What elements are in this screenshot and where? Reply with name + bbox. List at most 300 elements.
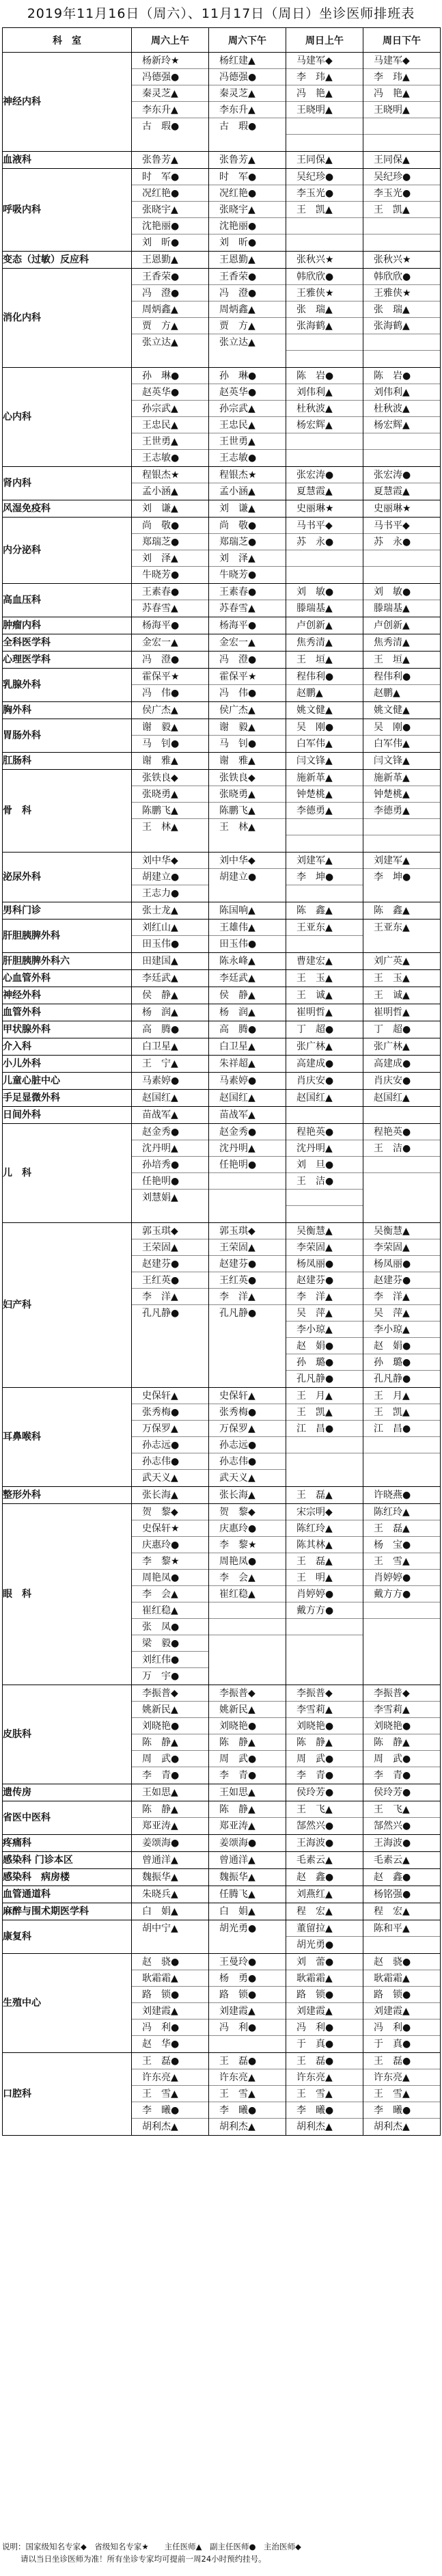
schedule-row [3,953,441,970]
doctor-entry: 李荣固▲ [363,1239,440,1256]
department-name: 生殖中心 [3,1954,132,2053]
doctor-entry: 陈永峰▲ [219,956,255,967]
doctor-entry [209,1635,286,1652]
doctor-entry: 杨 宝● [363,1537,440,1553]
schedule-cell-sun-am [286,987,363,1004]
doctor-entry: 王志力● [142,888,180,899]
schedule-cell-sun-pm [363,853,441,902]
schedule-cell-sat-am [132,169,209,252]
doctor-entry: 路 锁● [363,1987,440,2003]
schedule-cell-sat-pm [209,1869,286,1886]
doctor-entry: 白 娟▲ [142,1906,178,1917]
doctor-entry: 侯广杰▲ [219,705,255,716]
doctor-entry: 陈 岩● [286,368,363,384]
doctor-entry: 武天义▲ [219,1473,255,1484]
schedule-cell-sat-am [132,753,209,770]
doctor-entry: 李雪莉▲ [363,1702,440,1718]
schedule-cell-sun-pm [363,1685,441,1784]
schedule-row [3,1886,441,1903]
schedule-cell-sat-am [132,2053,209,2136]
schedule-cell-sun-pm [363,1487,441,1504]
doctor-entry: 胡利杰▲ [374,2121,410,2132]
doctor-entry [286,234,363,251]
doctor-entry: 郑瑞芝● [209,534,286,550]
doctor-entry: 刘晓艳● [363,1718,440,1734]
doctor-entry: 王素春● [209,584,286,600]
schedule-row [3,970,441,987]
schedule-cell-sun-am [286,1903,363,1920]
schedule-cell-sat-pm [209,1903,286,1920]
doctor-entry: 张晓宇▲ [209,202,286,218]
schedule-row [3,152,441,169]
doctor-entry: 王晓明▲ [363,102,440,118]
doctor-entry: 郜然兴● [296,1821,334,1832]
doctor-entry: 王 磊▲ [286,1553,363,1570]
schedule-cell-sat-am [132,617,209,634]
doctor-entry: 孟小涵▲ [142,486,178,497]
doctor-entry [363,1173,440,1190]
schedule-cell-sun-pm [363,987,441,1004]
doctor-entry: 张秀梅● [209,1404,286,1421]
schedule-cell-sat-pm [209,1124,286,1223]
doctor-entry: 李 洋▲ [209,1289,286,1305]
schedule-cell-sun-am [286,1685,363,1784]
doctor-entry: 毛素云▲ [374,1855,410,1866]
schedule-cell-sun-pm [363,1223,441,1388]
doctor-entry: 郭玉琪◆ [209,1223,286,1239]
doctor-entry: 王 飞▲ [286,1801,363,1818]
doctor-entry [286,1437,363,1453]
schedule-cell-sat-pm [209,902,286,920]
doctor-entry: 刘 蕾● [286,1954,363,1970]
schedule-cell-sat-pm [209,853,286,902]
doctor-entry [286,835,363,852]
doctor-entry [286,218,363,234]
doctor-entry: 陈鹏飞▲ [132,803,208,819]
doctor-entry: 刘燕红▲ [296,1889,333,1900]
doctor-entry: 史丽琳★ [296,503,334,514]
doctor-entry: 丁 超● [296,1024,334,1035]
doctor-entry: 赵 鑫● [374,1872,411,1883]
doctor-entry: 刘晓艳● [286,1718,363,1734]
doctor-entry: 冯 利● [363,2020,440,2036]
doctor-entry: 钟楚桃▲ [363,786,440,803]
department-name: 麻醉与围术期医学科 [3,1903,132,1920]
doctor-entry: 王 磊● [286,2053,363,2069]
doctor-entry: 李 会▲ [209,1570,286,1586]
department-name: 整形外科 [3,1487,132,1504]
doctor-entry: 谢 毅▲ [132,719,208,736]
doctor-entry: 张海鹤▲ [286,318,363,334]
doctor-entry: 马 钊● [142,738,180,749]
doctor-entry: 侯 静▲ [219,990,255,1001]
doctor-entry [209,1190,286,1206]
schedule-cell-sat-am [132,500,209,518]
doctor-entry: 王如思▲ [219,1787,255,1798]
doctor-entry: 刘 敏● [286,584,363,600]
doctor-entry: 任腾飞▲ [219,1889,255,1900]
doctor-entry: 赵国红▲ [374,1092,410,1103]
doctor-entry: 吴衡慧▲ [363,1223,440,1239]
doctor-entry [286,118,363,135]
doctor-entry: 董留拉▲ [286,1920,363,1937]
doctor-entry: 冯 澄● [142,654,180,665]
schedule-cell-sun-am [286,719,363,753]
schedule-cell-sun-am [286,252,363,269]
schedule-cell-sat-pm [209,753,286,770]
doctor-entry: 金宏一▲ [142,637,178,648]
doctor-entry: 万保罗▲ [209,1421,286,1437]
doctor-entry: 冯德强● [209,69,286,85]
doctor-entry [286,567,363,583]
doctor-entry: 周 武● [286,1751,363,1767]
doctor-entry: 白军伟▲ [296,738,333,749]
doctor-entry: 赵建芬● [363,1272,440,1289]
doctor-entry: 李 玮▲ [363,69,440,85]
header-sun-am: 周日上午 [286,28,363,53]
schedule-cell-sun-am [286,1038,363,1056]
doctor-entry: 李廷武▲ [142,973,178,984]
schedule-cell-sun-am [286,1004,363,1021]
doctor-entry: 周 武● [209,1751,286,1767]
doctor-entry: 孙志伟● [132,1453,208,1470]
department-name: 胃肠外科 [3,719,132,753]
department-name: 皮肤科 [3,1685,132,1784]
schedule-cell-sat-pm [209,1004,286,1021]
doctor-entry: 高 腾● [219,1024,257,1035]
doctor-entry: 李东升▲ [132,102,208,118]
doctor-entry: 于 真● [374,2039,411,2050]
schedule-row [3,1388,441,1487]
doctor-entry: 王 凯▲ [363,202,440,218]
doctor-entry: 苏春雪▲ [142,603,178,614]
schedule-cell-sun-pm [363,702,441,719]
doctor-entry: 崔红稳▲ [132,1602,208,1619]
schedule-cell-sun-pm [363,2053,441,2136]
doctor-entry: 张鲁芳▲ [219,155,255,165]
doctor-entry: 王 林▲ [142,822,178,833]
doctor-entry: 李振普◆ [132,1685,208,1702]
schedule-cell-sat-pm [209,53,286,152]
doctor-entry [209,1619,286,1635]
schedule-cell-sat-pm [209,518,286,584]
schedule-cell-sat-pm [209,1835,286,1852]
schedule-cell-sun-pm [363,1388,441,1487]
schedule-row [3,1223,441,1388]
doctor-entry: 陈和平▲ [363,1920,440,1937]
doctor-entry: 武天义▲ [142,1473,178,1484]
doctor-entry: 高建成● [296,1058,334,1069]
doctor-entry: 崔明哲▲ [374,1007,410,1018]
doctor-entry: 夏慧霞▲ [296,486,333,497]
doctor-entry: 王荣固▲ [209,1239,286,1256]
doctor-entry: 吴 萍▲ [286,1305,363,1321]
doctor-entry: 王 凯▲ [286,202,363,218]
schedule-cell-sat-pm [209,1954,286,2053]
doctor-entry: 耿霜霜▲ [132,1970,208,1987]
footer-legend: 说明：国家级知名专家◆ 省级知名专家★ 主任医师▲ 副主任医师● 主治医师◆ [2,2542,301,2551]
schedule-cell-sun-pm [363,920,441,953]
doctor-entry: 杨海平● [142,620,180,631]
doctor-entry: 路 锁● [209,1987,286,2003]
doctor-entry [363,1619,440,1635]
doctor-entry: 冯 艳▲ [363,85,440,102]
doctor-entry: 李振普◆ [209,1685,286,1702]
doctor-entry: 赵建芬● [286,1272,363,1289]
doctor-entry: 周艳凤● [132,1570,208,1586]
doctor-entry: 周艳凤● [209,1553,286,1570]
schedule-cell-sun-pm [363,269,441,368]
doctor-entry: 马建军◆ [363,53,440,69]
doctor-entry: 田建国▲ [142,956,178,967]
doctor-entry: 陈红玲▲ [363,1504,440,1520]
doctor-entry [286,819,363,835]
schedule-cell-sat-pm [209,1021,286,1038]
doctor-entry: 马素婷● [142,1075,180,1086]
doctor-entry: 赵英华● [132,384,208,401]
doctor-entry: 张立达▲ [219,337,255,348]
doctor-entry: 周炳鑫▲ [209,301,286,318]
department-name: 心内科 [3,368,132,467]
doctor-entry: 王晓明▲ [286,102,363,118]
doctor-entry: 赵国红▲ [219,1092,255,1103]
doctor-entry: 王 诚▲ [296,990,333,1001]
doctor-entry: 路 锁● [132,1987,208,2003]
doctor-entry: 张晓宇▲ [132,202,208,218]
doctor-entry: 许东亮▲ [286,2069,363,2086]
doctor-entry: 王 雪▲ [209,2086,286,2102]
schedule-cell-sun-am [286,1073,363,1090]
header-sat-am: 周六上午 [132,28,209,53]
doctor-entry: 王 磊● [209,2053,286,2069]
doctor-entry: 高 腾● [142,1024,180,1035]
doctor-entry: 程银杰★ [132,467,208,483]
doctor-entry: 孙培秀● [132,1157,208,1173]
doctor-entry: 刘建霞▲ [286,2003,363,2020]
department-name: 康复科 [3,1920,132,1954]
doctor-entry: 李 青● [219,1770,257,1781]
schedule-row [3,500,441,518]
doctor-entry: 白军伟▲ [374,738,410,749]
schedule-row [3,1685,441,1784]
doctor-entry: 周炳鑫▲ [132,301,208,318]
doctor-entry: 张立达▲ [142,337,178,348]
department-name: 感染科 门诊本区 [3,1852,132,1869]
schedule-cell-sun-pm [363,1801,441,1835]
doctor-entry: 吴 刚● [363,719,440,736]
schedule-cell-sat-pm [209,1852,286,1869]
doctor-entry: 王 磊● [363,2053,440,2069]
doctor-entry: 张秀梅● [132,1404,208,1421]
doctor-entry: 戴方方● [363,1586,440,1602]
doctor-entry: 沈丹明▲ [132,1140,208,1157]
doctor-entry: 滕瑞基▲ [374,603,410,614]
doctor-entry: 张鲁芳▲ [142,155,178,165]
doctor-entry: 杨 润▲ [219,1007,255,1018]
doctor-entry: 马书平◆ [363,518,440,534]
doctor-entry: 高建成● [374,1058,411,1069]
doctor-entry: 刘建霞▲ [132,2003,208,2020]
doctor-entry: 王亚东▲ [286,920,363,936]
doctor-entry: 程伟利● [286,669,363,685]
schedule-row [3,669,441,702]
doctor-entry [286,135,363,151]
doctor-entry: 李东升▲ [209,102,286,118]
schedule-cell-sun-pm [363,1852,441,1869]
schedule-cell-sun-am [286,853,363,902]
department-name: 遗传房 [3,1784,132,1801]
doctor-entry: 卢创新▲ [374,620,410,631]
schedule-cell-sat-pm [209,1504,286,1685]
doctor-entry: 胡建立● [132,869,208,885]
doctor-entry: 万 宇● [142,1671,180,1682]
schedule-cell-sat-am [132,1504,209,1685]
header-department: 科 室 [3,28,132,53]
doctor-entry: 张广林▲ [374,1041,410,1052]
doctor-entry: 谢 雅▲ [142,755,178,766]
schedule-row [3,770,441,853]
doctor-entry [363,567,440,583]
doctor-entry: 冯 澄● [132,285,208,301]
doctor-entry: 苗战军▲ [219,1110,255,1121]
schedule-cell-sat-am [132,1090,209,1107]
doctor-entry: 孙宗武▲ [132,401,208,417]
doctor-entry: 闫文锋▲ [296,755,333,766]
schedule-row [3,853,441,902]
doctor-entry: 赵 娟● [286,1338,363,1354]
doctor-entry [363,1157,440,1173]
doctor-entry: 姚新民▲ [132,1702,208,1718]
schedule-cell-sat-am [132,719,209,753]
doctor-entry: 王 雪▲ [363,2086,440,2102]
doctor-entry [363,218,440,234]
schedule-cell-sat-pm [209,634,286,652]
doctor-entry: 耿霜霜▲ [286,1970,363,1987]
schedule-cell-sat-am [132,368,209,467]
schedule-row [3,1504,441,1685]
doctor-entry: 孙 璐● [286,1354,363,1371]
schedule-cell-sat-am [132,1920,209,1954]
schedule-cell-sun-am [286,970,363,987]
doctor-entry: 孔凡静● [296,1373,334,1384]
doctor-entry: 张宏涛● [286,467,363,483]
doctor-entry: 谢 毅▲ [209,719,286,736]
doctor-entry: 王香荣● [209,269,286,285]
doctor-entry: 王香荣● [132,269,208,285]
department-name: 全科医学科 [3,634,132,652]
department-name: 男科门诊 [3,902,132,920]
schedule-cell-sat-am [132,1056,209,1073]
schedule-cell-sun-am [286,1388,363,1487]
doctor-entry: 杨海平● [219,620,257,631]
doctor-entry: 苏 永● [363,534,440,550]
doctor-entry: 梁 毅● [132,1635,208,1652]
department-name: 妇产科 [3,1223,132,1388]
doctor-entry [363,835,440,852]
footer-notice: 请以当日坐诊医师为准！所有坐诊专家均可提前一周24小时预约挂号。 [20,2554,266,2564]
schedule-row [3,269,441,368]
doctor-entry: 马 钊● [219,738,257,749]
doctor-entry: 孔凡静● [142,1308,180,1319]
schedule-cell-sun-pm [363,252,441,269]
doctor-entry: 陈 鑫▲ [296,905,333,916]
schedule-cell-sat-am [132,1388,209,1487]
doctor-entry: 侯玲芳● [374,1787,411,1798]
department-name: 内分泌科 [3,518,132,584]
schedule-cell-sat-pm [209,953,286,970]
doctor-entry: 王海波● [374,1838,411,1849]
department-name: 耳鼻喉科 [3,1388,132,1487]
schedule-row [3,1056,441,1073]
doctor-entry: 史丽琳★ [374,503,411,514]
doctor-entry [363,351,440,367]
doctor-entry: 陈国响▲ [219,905,255,916]
doctor-entry: 郑亚涛▲ [219,1821,255,1832]
doctor-entry: 程 宏▲ [296,1906,333,1917]
doctor-entry: 李 青● [296,1770,334,1781]
department-name: 胸外科 [3,702,132,719]
doctor-entry: 田玉伟● [142,939,180,950]
doctor-entry [363,1437,440,1453]
schedule-cell-sat-am [132,1886,209,1903]
doctor-entry: 戴方方● [286,1602,363,1619]
doctor-entry: 张宏涛● [363,467,440,483]
doctor-entry: 马建军◆ [286,53,363,69]
doctor-entry: 王 雪▲ [132,2086,208,2102]
schedule-cell-sun-am [286,753,363,770]
doctor-entry: 赵建芬● [209,1256,286,1272]
schedule-cell-sun-am [286,1090,363,1107]
schedule-row [3,584,441,617]
doctor-entry: 肖婷婷● [363,1570,440,1586]
schedule-cell-sun-pm [363,953,441,970]
doctor-entry: 王荣固▲ [132,1239,208,1256]
schedule-cell-sat-pm [209,652,286,669]
doctor-entry: 贾 方▲ [132,318,208,334]
department-name: 肾内科 [3,467,132,500]
schedule-cell-sun-pm [363,467,441,500]
doctor-entry: 李 曦● [286,2102,363,2119]
schedule-cell-sun-pm [363,634,441,652]
doctor-entry: 孙 琳● [132,368,208,384]
doctor-entry: 郑瑞芝● [132,534,208,550]
schedule-row [3,1920,441,1954]
doctor-entry: 肖庆安● [374,1075,411,1086]
schedule-cell-sun-pm [363,1073,441,1090]
doctor-entry: 冯 利● [132,2020,208,2036]
doctor-entry [286,334,363,351]
doctor-entry: 吴 萍▲ [363,1305,440,1321]
doctor-entry: 张铁良◆ [132,770,208,786]
doctor-entry: 王素春● [132,584,208,600]
doctor-entry: 李雪莉▲ [286,1702,363,1718]
schedule-cell-sun-pm [363,719,441,753]
doctor-entry: 刘红伟● [132,1652,208,1668]
doctor-entry: 刘建军▲ [286,853,363,869]
schedule-cell-sat-am [132,1835,209,1852]
department-name: 儿 科 [3,1124,132,1223]
doctor-entry: 白卫星▲ [142,1041,178,1052]
schedule-cell-sat-pm [209,1073,286,1090]
doctor-entry: 张铁良◆ [209,770,286,786]
schedule-cell-sun-am [286,1852,363,1869]
doctor-entry: 夏慧霞▲ [374,486,410,497]
schedule-cell-sat-pm [209,1886,286,1903]
doctor-entry: 王 宁▲ [142,1058,178,1069]
doctor-entry: 丁 超● [374,1024,411,1035]
schedule-cell-sun-am [286,669,363,702]
doctor-entry: 古 瑕● [142,121,180,132]
